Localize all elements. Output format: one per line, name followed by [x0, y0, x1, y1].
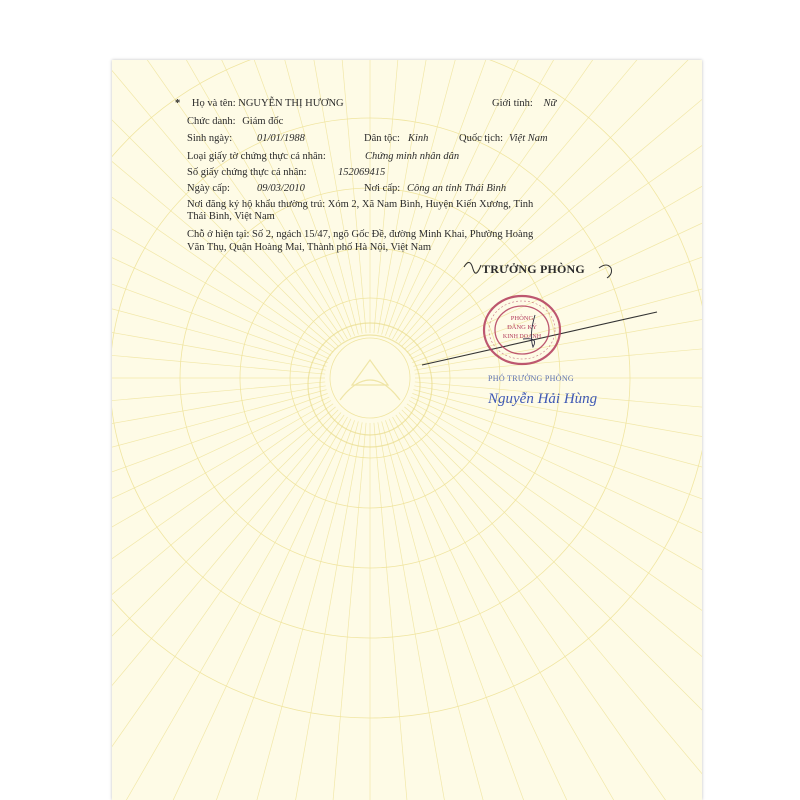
dob-label: Sinh ngày:: [187, 133, 233, 144]
issue-date-label: Ngày cấp:: [187, 183, 230, 194]
seal-text-1: PHÒNG: [510, 315, 534, 322]
issue-place-value: Công an tỉnh Thái Bình: [407, 183, 507, 194]
nationality-value: Việt Nam: [509, 133, 548, 144]
nationality-label: Quốc tịch:: [459, 133, 504, 144]
ethnic-label: Dân tộc:: [364, 133, 400, 144]
dob-value: 01/01/1988: [257, 133, 305, 144]
name-label: Họ và tên:: [191, 98, 236, 109]
current-address-line-2: Văn Thụ, Quận Hoàng Mai, Thành phố Hà Nội, Việt Nam: [187, 242, 432, 253]
seal-text-2: ĐĂNG KÝ: [507, 324, 537, 331]
issue-place-label: Nơi cấp:: [364, 183, 401, 194]
id-type-label: Loại giấy tờ chứng thực cá nhân:: [187, 151, 326, 162]
id-number-label: Số giấy chứng thực cá nhân:: [187, 167, 307, 178]
gender-label: Giới tính:: [492, 98, 533, 109]
id-number-value: 152069415: [338, 167, 386, 178]
issue-date-value: 09/03/2010: [257, 183, 305, 194]
signer-name: Nguyễn Hải Hùng: [488, 391, 598, 407]
current-address-line-1: Chỗ ở hiện tại: Số 2, ngách 15/47, ngõ Gốc Đề, đường Minh Khai, Phường Hoàng: [187, 229, 534, 240]
gender-value: Nữ: [543, 98, 557, 109]
name-value: NGUYỄN THỊ HƯƠNG: [238, 98, 344, 109]
vice-head-title: PHÓ TRƯỞNG PHÒNG: [488, 374, 574, 383]
bullet: *: [175, 98, 181, 109]
permanent-address-line-2: Thái Bình, Việt Nam: [187, 211, 275, 222]
ethnic-value: Kinh: [408, 133, 429, 144]
document-page: [112, 60, 702, 800]
signer-title: TRƯỞNG PHÒNG: [482, 262, 585, 276]
signature-stroke: [112, 60, 702, 800]
permanent-address-line-1: Nơi đăng ký hộ khẩu thường trú: Xóm 2, Xã Nam Bình, Huyện Kiến Xương, Tỉnh: [187, 199, 534, 210]
seal-text-3: KINH DOANH: [502, 334, 542, 340]
id-type-value: Chứng minh nhân dân: [365, 151, 460, 162]
official-seal: [480, 290, 570, 370]
title-label: Chức danh:: [187, 116, 236, 127]
title-value: Giám đốc: [242, 116, 284, 127]
